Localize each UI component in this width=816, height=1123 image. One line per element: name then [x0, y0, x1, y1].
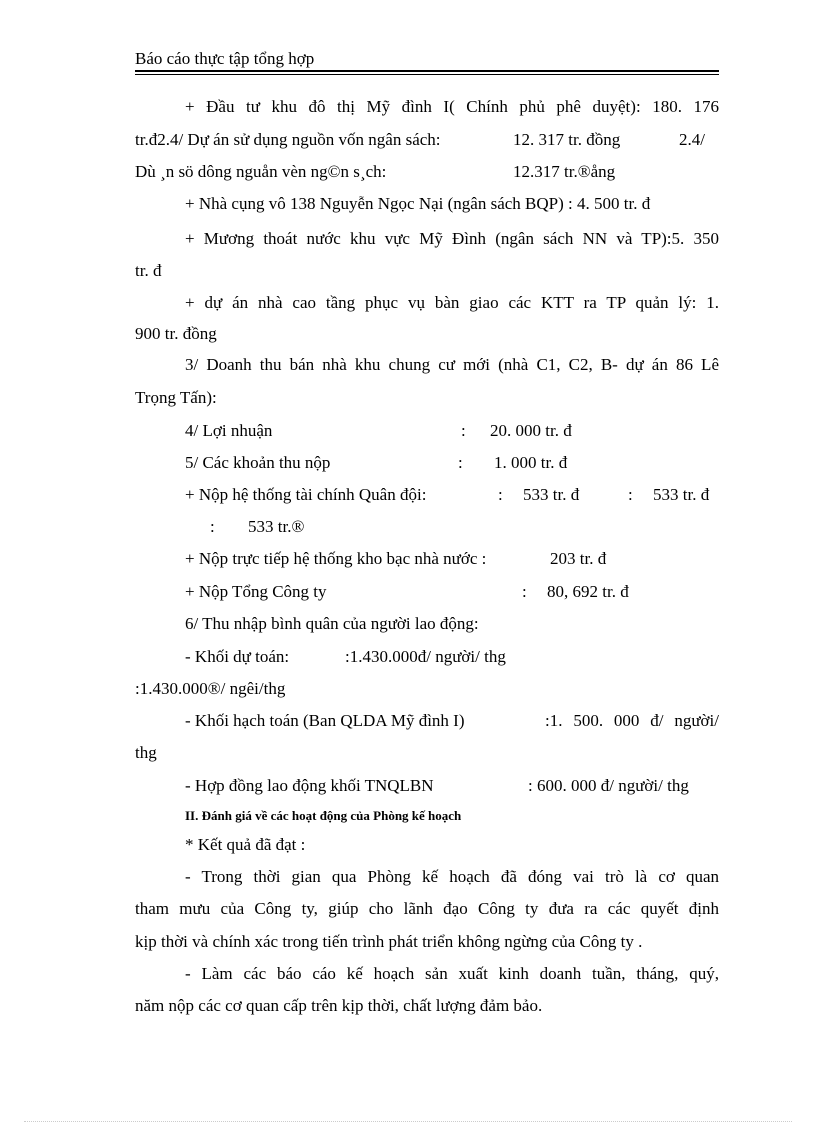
line-revenue-cont: Trọng Tấn): [135, 388, 217, 407]
profit-value: 20. 000 tr. đ [490, 421, 572, 440]
military-finance-value-1: 533 tr. đ [523, 485, 580, 504]
military-finance-cont-colon: : [210, 517, 215, 536]
budget-project-garbled-label: Dù ¸n sö dông nguån vèn ng©n s¸ch: [135, 162, 387, 181]
paragraph-line-2: tham mưu của Công ty, giúp cho lãnh đạo Công ty đưa ra các quyết định [135, 899, 719, 918]
corporation-label: + Nộp Tổng Công ty [185, 582, 327, 601]
line-investment-my-dinh: + Đầu tư khu đô thị Mỹ đình I( Chính phủ phê duyệt): 180. 176 [185, 97, 719, 116]
section-heading-evaluation: II. Đánh giá về các hoạt động của Phòng kế hoạch [185, 808, 462, 823]
profit-colon: : [461, 421, 466, 440]
budget-project-label: tr.đ2.4/ Dự án sử dụng nguồn vốn ngân sách: [135, 130, 441, 149]
line-results-achieved: * Kết quả đã đạt : [185, 835, 306, 854]
line-drainage: + Mương thoát nước khu vực Mỹ Đình (ngân sách NN và TP):5. 350 [185, 229, 719, 248]
military-finance-colon-2: : [628, 485, 633, 504]
line-high-rise: + dự án nhà cao tầng phục vụ bàn giao các KTT ra TP quản lý: 1. [185, 293, 719, 312]
state-treasury-value: 203 tr. đ [550, 549, 607, 568]
line-accounting-block-cont: thg [135, 743, 157, 762]
military-finance-label: + Nộp hệ thống tài chính Quân đội: [185, 485, 427, 504]
payments-colon: : [458, 453, 463, 472]
line-office-138: + Nhà cụng vô 138 Nguyễn Ngọc Nại (ngân sách BQP) : 4. 500 tr. đ [185, 194, 651, 213]
military-finance-colon-1: : [498, 485, 503, 504]
line-high-rise-cont: 900 tr. đồng [135, 324, 217, 343]
line-avg-income: 6/ Thu nhập bình quân của người lao động: [185, 614, 479, 633]
page-bottom-divider [24, 1121, 792, 1122]
line-drainage-cont: tr. đ [135, 261, 162, 280]
line-estimate-block-garbled: :1.430.000®/ ngêi/thg [135, 679, 286, 698]
paragraph-line-3: kịp thời và chính xác trong tiến trình phát triển không ngừng của Công ty . [135, 932, 643, 951]
header-rule-thin [135, 74, 719, 75]
paragraph-line-1: - Trong thời gian qua Phòng kế hoạch đã đóng vai trò là cơ quan [185, 867, 719, 886]
military-finance-value-2: 533 tr. đ [653, 485, 710, 504]
estimate-block-label: - Khối dự toán: [185, 647, 290, 666]
military-finance-cont-value: 533 tr.® [248, 517, 305, 536]
page-header-title: Báo cáo thực tập tổng hợp [135, 49, 315, 68]
accounting-block-label: - Khối hạch toán (Ban QLDA Mỹ đình I) [185, 711, 465, 730]
payments-value: 1. 000 tr. đ [494, 453, 568, 472]
accounting-block-value: :1. 500. 000 đ/ người/ [545, 711, 719, 730]
paragraph2-line-1: - Làm các báo cáo kế hoạch sản xuất kinh doanh tuần, tháng, quý, [185, 964, 719, 983]
corporation-colon: : [522, 582, 527, 601]
budget-project-garbled-value: 12.317 tr.®ång [513, 162, 616, 181]
labor-contract-value: : 600. 000 đ/ người/ thg [528, 776, 689, 795]
paragraph2-line-2: năm nộp các cơ quan cấp trên kịp thời, chất lượng đảm bảo. [135, 996, 543, 1015]
state-treasury-label: + Nộp trực tiếp hệ thống kho bạc nhà nước : [185, 549, 487, 568]
line-revenue: 3/ Doanh thu bán nhà khu chung cư mới (nhà C1, C2, B- dự án 86 Lê [185, 355, 719, 374]
budget-project-repeat-index: 2.4/ [679, 130, 705, 149]
payments-label: 5/ Các khoản thu nộp [185, 453, 331, 472]
corporation-value: 80, 692 tr. đ [547, 582, 629, 601]
header-rule-thick [135, 70, 719, 72]
budget-project-value: 12. 317 tr. đồng [513, 130, 621, 149]
profit-label: 4/ Lợi nhuận [185, 421, 273, 440]
estimate-block-value: :1.430.000đ/ người/ thg [345, 647, 506, 666]
labor-contract-label: - Hợp đồng lao động khối TNQLBN [185, 776, 434, 795]
